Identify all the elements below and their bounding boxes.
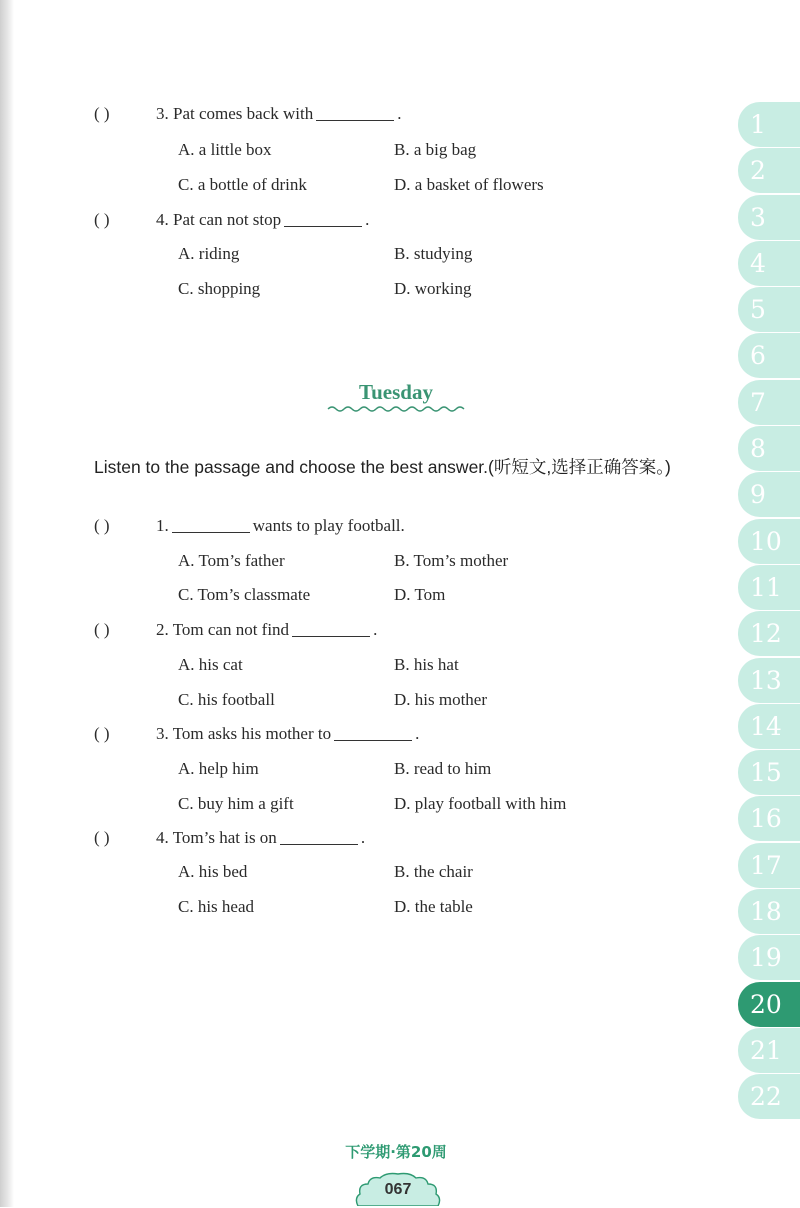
option-a: A. riding <box>178 244 240 263</box>
option-a: A. help him <box>178 759 259 778</box>
week-tabs <box>738 102 800 1121</box>
week-tab-1[interactable]: 1 <box>738 102 800 147</box>
question-text-end: . <box>397 104 402 123</box>
week-tab-18[interactable]: 18 <box>738 889 800 934</box>
question-number: 1. <box>156 516 169 535</box>
answer-blank <box>172 531 250 533</box>
option-c: C. buy him a gift <box>178 794 294 813</box>
week-tab-22[interactable]: 22 <box>738 1074 800 1119</box>
option-b: B. studying <box>394 244 473 263</box>
week-tab-13[interactable]: 13 <box>738 658 800 703</box>
question-4 <box>94 828 365 848</box>
option-c: C. Tom’s classmate <box>178 585 311 604</box>
week-tab-19[interactable]: 19 <box>738 935 800 980</box>
option-c: C. a bottle of drink <box>178 175 307 194</box>
week-tab-2[interactable]: 2 <box>738 148 800 193</box>
question-3 <box>94 724 419 744</box>
option-c: C. shopping <box>178 279 261 298</box>
week-tab-5[interactable]: 5 <box>738 287 800 332</box>
week-tab-17[interactable]: 17 <box>738 843 800 888</box>
option-c: C. his football <box>178 690 275 709</box>
week-tab-12[interactable]: 12 <box>738 611 800 656</box>
answer-blank <box>316 119 394 121</box>
question-2 <box>94 620 377 640</box>
week-tab-6[interactable]: 6 <box>738 333 800 378</box>
question-1 <box>94 516 405 536</box>
footer-label: 下学期·第20周 <box>345 1143 447 1161</box>
question-text: wants to play football. <box>252 516 405 535</box>
week-tab-16[interactable]: 16 <box>738 796 800 841</box>
option-d: D. a basket of flowers <box>394 175 544 194</box>
answer-paren[interactable]: ( ) <box>94 516 110 535</box>
option-a: A. a little box <box>178 140 272 159</box>
week-tab-20[interactable]: 20 <box>738 982 800 1027</box>
week-tab-21[interactable]: 21 <box>738 1028 800 1073</box>
answer-paren[interactable]: ( ) <box>94 828 110 847</box>
option-b: B. a big bag <box>394 140 477 159</box>
answer-blank <box>292 635 370 637</box>
page-number-badge <box>352 1172 444 1206</box>
wavy-underline-icon <box>326 404 466 414</box>
option-b: B. his hat <box>394 655 459 674</box>
question-text: 4. Tom’s hat is on <box>156 828 277 847</box>
question-text-end: . <box>415 724 420 743</box>
option-d: D. his mother <box>394 690 488 709</box>
answer-paren[interactable]: ( ) <box>94 210 110 229</box>
week-tab-8[interactable]: 8 <box>738 426 800 471</box>
week-tab-11[interactable]: 11 <box>738 565 800 610</box>
week-tab-15[interactable]: 15 <box>738 750 800 795</box>
option-b: B. the chair <box>394 862 473 881</box>
page-binding-shadow <box>0 0 14 1207</box>
question-text: 3. Tom asks his mother to <box>156 724 332 743</box>
option-a: A. his bed <box>178 862 248 881</box>
answer-blank <box>284 225 362 227</box>
option-a: A. his cat <box>178 655 243 674</box>
question-text: 3. Pat comes back with <box>156 104 314 123</box>
option-c: C. his head <box>178 897 255 916</box>
option-d: D. the table <box>394 897 473 916</box>
week-tab-7[interactable]: 7 <box>738 380 800 425</box>
instruction-text: Listen to the passage and choose the best answer.(听短文,选择正确答案。) <box>94 457 671 477</box>
week-tab-3[interactable]: 3 <box>738 195 800 240</box>
page-number: 067 <box>384 1181 412 1198</box>
week-tab-14[interactable]: 14 <box>738 704 800 749</box>
question-3-top <box>94 104 401 124</box>
question-text-end: . <box>373 620 378 639</box>
answer-paren[interactable]: ( ) <box>94 620 110 639</box>
section-title: Tuesday <box>359 380 433 404</box>
week-tab-10[interactable]: 10 <box>738 519 800 564</box>
option-a: A. Tom’s father <box>178 551 285 570</box>
option-b: B. read to him <box>394 759 492 778</box>
answer-blank <box>334 739 412 741</box>
question-text: 4. Pat can not stop <box>156 210 282 229</box>
option-d: D. working <box>394 279 472 298</box>
answer-blank <box>280 843 358 845</box>
week-tab-4[interactable]: 4 <box>738 241 800 286</box>
option-b: B. Tom’s mother <box>394 551 509 570</box>
question-4-top <box>94 210 369 230</box>
answer-paren[interactable]: ( ) <box>94 724 110 743</box>
option-d: D. Tom <box>394 585 446 604</box>
option-d: D. play football with him <box>394 794 567 813</box>
week-tab-9[interactable]: 9 <box>738 472 800 517</box>
question-text: 2. Tom can not find <box>156 620 290 639</box>
question-text-end: . <box>360 828 366 847</box>
answer-paren[interactable]: ( ) <box>94 104 110 123</box>
question-text-end: . <box>365 210 370 229</box>
